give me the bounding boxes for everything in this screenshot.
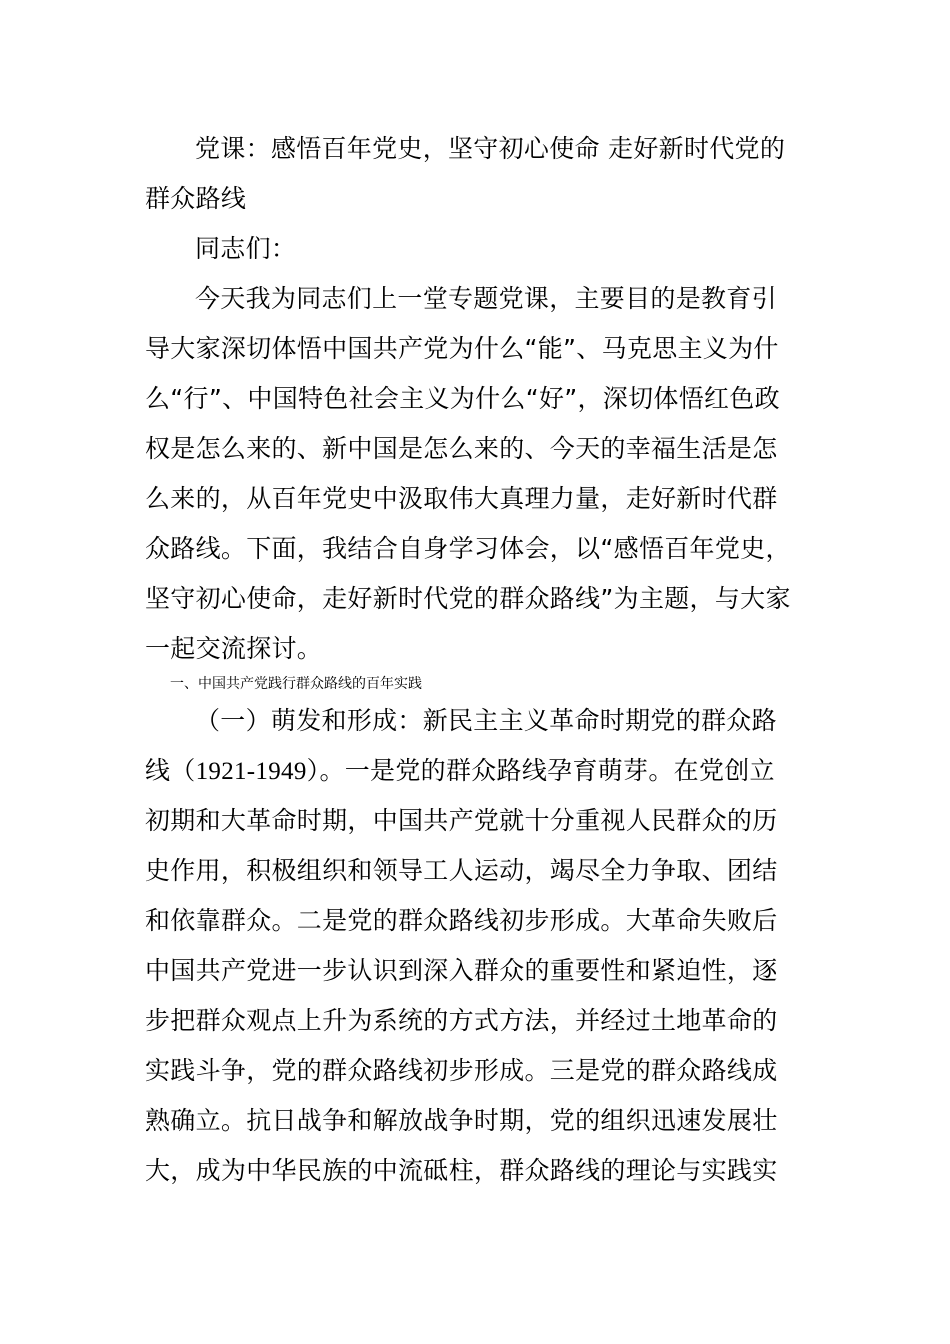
- salutation: [145, 224, 810, 274]
- section-1-line: [145, 746, 810, 796]
- section-1-line: 实践斗争，党的群众路线初步形成。三是党的群众路线成: [145, 1056, 778, 1085]
- intro-line: 众路线。下面，我结合自身学习体会，以“感悟百年党史，: [145, 534, 791, 563]
- section-1-line: 和依靠群众。二是党的群众路线初步形成。大革命失败后: [145, 906, 778, 935]
- section-1-years: 1921-1949: [195, 758, 307, 785]
- salutation-text: 同志们：: [195, 234, 297, 263]
- section-1-line-2-suffix: ）。一是党的群众路线孕育萌芽。在党创立: [306, 756, 775, 785]
- intro-line: 么“行”、中国特色社会主义为什么“好”，深切体悟红色政: [145, 384, 780, 413]
- title-line-2: 群众路线: [145, 184, 247, 213]
- intro-paragraph: [145, 274, 810, 674]
- section-1-line: （一）萌发和形成：新民主主义革命时期党的群众路: [195, 706, 777, 735]
- section-heading: 一、中国共产党践行群众路线的百年实践: [170, 676, 422, 692]
- section-1-line-2-prefix: 线（: [145, 756, 196, 785]
- intro-line: 么来的，从百年党史中汲取伟大真理力量，走好新时代群: [145, 484, 778, 513]
- document-title: [145, 124, 810, 224]
- intro-line: 今天我为同志们上一堂专题党课，主要目的是教育引: [195, 284, 777, 313]
- section-1-line: 中国共产党进一步认识到深入群众的重要性和紧迫性，逐: [145, 956, 778, 985]
- intro-line: 坚守初心使命，走好新时代党的群众路线”为主题，与大家: [145, 584, 791, 613]
- intro-line: 导大家深切体悟中国共产党为什么“能”、马克思主义为什: [145, 334, 779, 363]
- section-1-line: 大，成为中华民族的中流砥柱，群众路线的理论与实践实: [145, 1156, 778, 1185]
- title-line-1: 党课：感悟百年党史，坚守初心使命 走好新时代党的: [195, 134, 786, 163]
- section-1-line: 步把群众观点上升为系统的方式方法，并经过土地革命的: [145, 1006, 778, 1035]
- intro-line: 权是怎么来的、新中国是怎么来的、今天的幸福生活是怎: [145, 434, 778, 463]
- section-1-paragraph: [145, 696, 810, 1196]
- section-1-line: 史作用，积极组织和领导工人运动，竭尽全力争取、团结: [145, 856, 778, 885]
- intro-line: 一起交流探讨。: [145, 634, 323, 663]
- section-1-line: 熟确立。抗日战争和解放战争时期，党的组织迅速发展壮: [145, 1106, 778, 1135]
- section-1-line: 初期和大革命时期，中国共产党就十分重视人民群众的历: [145, 806, 778, 835]
